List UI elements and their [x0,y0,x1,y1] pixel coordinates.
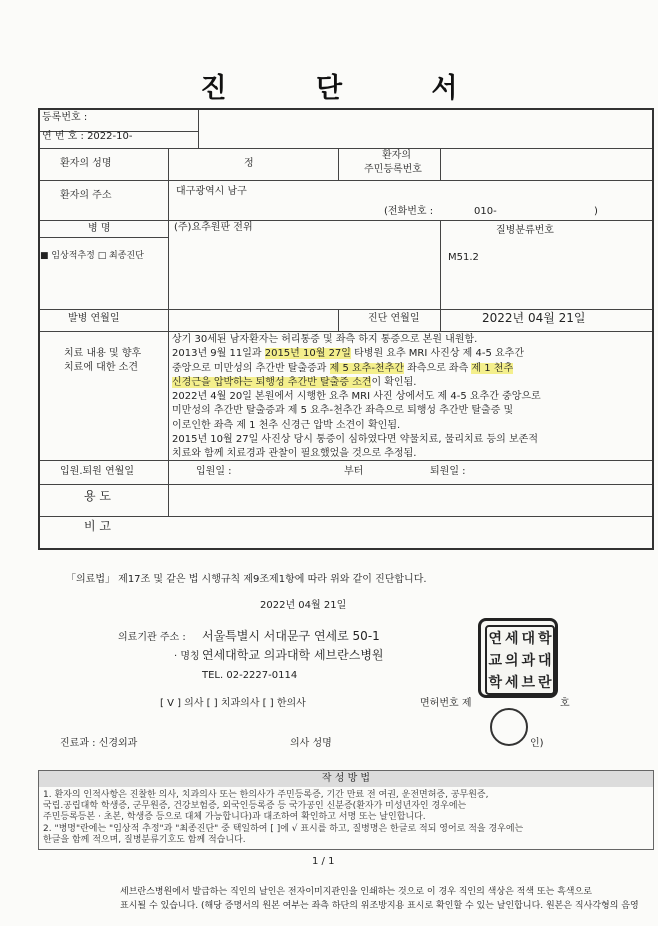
seal-char: 대 [521,631,536,647]
seal-grid [485,625,555,695]
row-divider [40,180,652,181]
opinion-line: 2015년 10월 27일 사진상 당시 통증이 심하였다면 약물치료, 물리치료 등의 보존적 [172,434,539,446]
patient-id-label-2: 주민등록번호 [364,164,422,175]
department: 진료과 : 신경외과 [60,738,138,749]
seal-char: 세 [504,631,519,647]
address-value: 대구광역시 남구 [176,186,247,197]
col-divider [338,148,339,180]
notice-line: 세브란스병원에서 발급하는 직인의 날인은 전자이미지관인을 인쇄하는 것으로 이 경우 직인의 색상은 적색 또는 흑색으로 [120,887,592,897]
guide-line: 2. "병명"란에는 "임상적 추정"과 "최종진단" 중 택일하여 [ ]에 √ 표시를 하고, 질병명은 한글로 적되 영어로 적을 경우에는 [43,824,524,834]
diagnosis-type: ■ 임상적추정 □ 최종진단 [40,251,144,261]
certificate-form [38,108,654,550]
document-title: 진 단 서 [200,73,498,104]
admission-out-label: 퇴원일 : [430,466,466,477]
seal-char: 학 [537,631,552,647]
highlighted-text: 제 1 천추 [471,362,514,374]
page-number: 1 / 1 [312,856,335,867]
issue-date-label: 발병 연월일 [68,313,120,324]
row-divider [40,331,652,332]
seal-char: 교 [488,653,503,669]
serial-no-label: 연 번 호 : 2022-10- [42,131,133,142]
guide-line: 주민등록등본 · 초본, 학생증 등으로 대체 가능합니다)과 대조하여 확인하고 서명 또는 날인합니다. [43,812,426,822]
seal-char: 란 [537,675,552,691]
treatment-opinion [172,333,612,462]
patient-id-label: 환자의 [382,150,411,161]
disease-label: 병 명 [88,223,111,234]
highlighted-text: 제 5 요추-천추간 [329,362,404,374]
legal-statement: 「의료법」 제17조 및 같은 법 시행규칙 제9조제1항에 따라 위와 같이 진단합니다. [66,574,427,585]
admission-in-label: 입원일 : [196,466,232,477]
doctor-name-label: 의사 성명 [290,738,332,749]
writing-guide [38,770,654,850]
col-divider [198,110,199,148]
opinion-line: 이로인한 좌측 제 1 천추 신경근 압박 소견이 확인됨. [172,419,401,431]
seal-char: 브 [521,675,536,691]
opinion-label-2: 치료에 대한 소견 [64,362,138,373]
row-divider [40,148,652,149]
opinion-line: 2013년 9월 11일과 2015년 10월 27일 타병원 요추 MRI 사진상 제 4-5 요추간 [172,348,524,360]
row-divider [40,309,652,310]
seal-suffix: 인) [530,738,544,749]
doctor-seal-circle [490,708,528,746]
guide-title: 작 성 방 법 [39,771,653,787]
disease-value: (주)요추원판 전위 [174,222,253,233]
issue-date: 2022년 04월 21일 [260,600,347,611]
col-divider [440,309,441,331]
seal-char: 세 [504,675,519,691]
guide-line: 국립.공립대학 학생증, 군무원증, 건강보험증, 외국인등록증 등 국가공인 신분증(환자가 미성년자인 경우에는 [43,801,467,811]
col-divider [440,148,441,180]
institution-tel: TEL. 02-2227-0114 [202,670,298,681]
row-divider [40,237,168,238]
seal-char: 대 [537,653,552,669]
seal-char: 과 [521,653,536,669]
address-label: 환자의 주소 [60,190,112,201]
col-divider [168,148,169,516]
seal-char: 학 [488,675,503,691]
guide-line: 1. 환자의 인적사항은 진찰한 의사, 치과의사 또는 한의사가 주민등록증, 기간 만료 전 여권, 운전면허증, 공무원증, [43,790,489,800]
purpose-label: 용 도 [84,489,111,503]
seal-char: 의 [504,653,519,669]
seal-char: 연 [488,631,503,647]
classification-label: 질병분류번호 [496,225,554,236]
guide-line: 한글을 함께 적으며, 질병분류기호도 함께 적습니다. [43,835,246,845]
opinion-line: 중앙으로 미만성의 추간반 탈출증과 제 5 요추-천추간 좌측으로 좌측 제 1 천추 [172,362,514,374]
registration-no-label: 등록번호 : [42,112,88,123]
diag-date-value: 2022년 04월 21일 [482,311,586,325]
phone-value: 010- [474,206,497,217]
highlighted-text: 신경근을 압박하는 퇴행성 추간반 탈출증 소견 [172,376,372,388]
hospital-seal-stamp [478,618,558,698]
col-divider [338,309,339,331]
admission-from-label: 부터 [344,466,364,477]
opinion-line: 치료와 함께 치료경과 관찰이 필요했었을 것으로 추정됨. [172,448,417,460]
opinion-line: 미만성의 추간반 탈출증과 제 5 요추-천추간 좌측으로 퇴행성 추간반 탈출증 및 [172,405,514,417]
opinion-line: 2022년 4월 20일 본원에서 시행한 요추 MRI 사진 상에서도 제 4-5 요추간 중앙으로 [172,391,541,403]
notice-line: 표시될 수 있습니다. (해당 증명서의 원본 여부는 좌측 하단의 위조방지용 표시로 확인할 수 있는 날인합니다. 원본은 직사각형의 음영 [120,901,639,911]
row-divider [40,484,652,485]
institution-address: 서울특별시 서대문구 연세로 50-1 [202,629,380,643]
highlighted-text: 2015년 10월 27일 [264,348,351,360]
phone-label: (전화번호 : [384,206,434,217]
institution-name-label: · 명칭 : [174,651,207,662]
patient-name-value: 정 [244,158,254,169]
institution-address-label: 의료기관 주소 : [118,632,186,643]
classification-value: M51.2 [448,252,479,263]
row-divider [40,516,652,517]
license-suffix: 호 [560,698,570,709]
opinion-line: 상기 30세된 남자환자는 허리통증 및 좌측 하지 통증으로 본원 내원함. [172,334,478,345]
doctor-type-checkboxes: [ V ] 의사 [ ] 치과의사 [ ] 한의사 [160,698,306,709]
phone-close: ) [594,206,598,217]
diag-date-label: 진단 연월일 [368,313,420,324]
patient-name-label: 환자의 성명 [60,158,112,169]
row-divider [40,220,652,221]
remarks-label: 비 고 [84,519,111,533]
opinion-label: 치료 내용 및 향후 [64,348,142,359]
admission-label: 입원.퇴원 연월일 [60,466,134,477]
opinion-line: 신경근을 압박하는 퇴행성 추간반 탈출증 소견이 확인됨. [172,376,417,388]
license-label: 면허번호 제 [420,698,472,709]
institution-name: 연세대학교 의과대학 세브란스병원 [202,648,384,662]
